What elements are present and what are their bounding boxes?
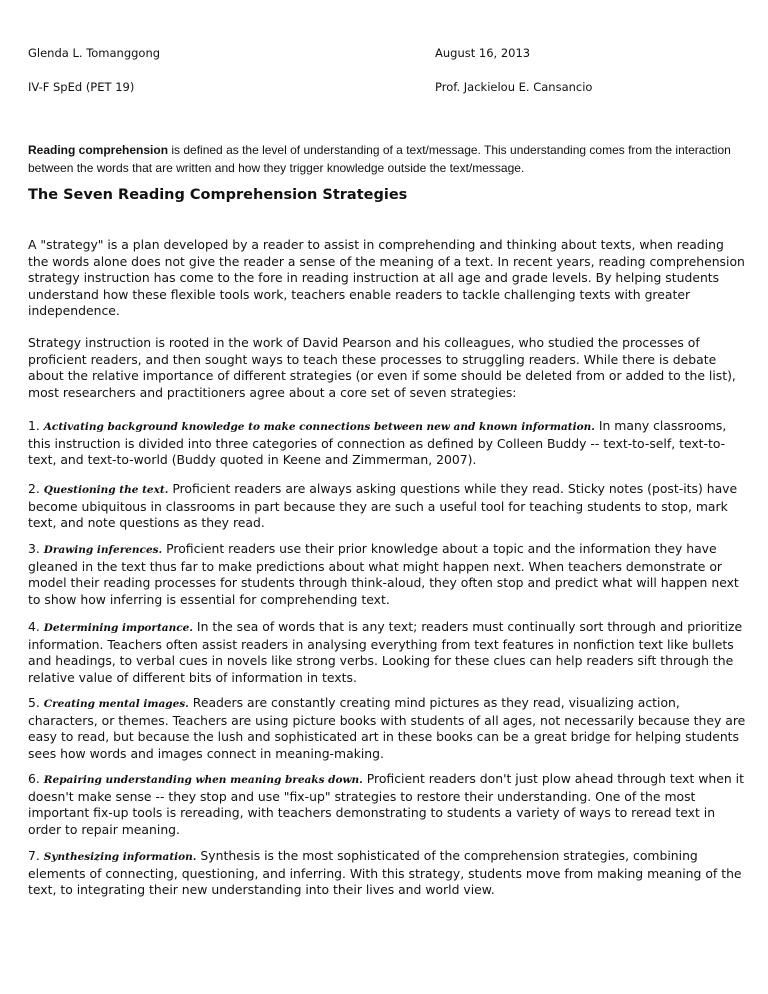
strategy-number: 1. <box>28 418 40 433</box>
definition-term: Reading comprehension <box>28 143 169 157</box>
strategy-text: In the sea of words that is any text; readers must continually sort through and prioritize information. Teachers often assist readers in analysing everything from text features in nonfiction text like bullets and headings, to verbal cues in novels like strong verbs. Looking for these clues can help readers sift through the relative value of different bits of information in texts. <box>28 619 743 685</box>
strategy-text: Proficient readers don't just plow ahead through text when it doesn't make sense -- they stop and use "fix-up" strategies to restore their understanding. One of the most important fix-up tools is rereading, with teachers demonstrating to students a variety of ways to reread text in order to repair meaning. <box>28 771 744 837</box>
author-name: Glenda L. Tomanggong <box>28 46 161 60</box>
strategy-item-2 <box>28 481 746 532</box>
strategy-number: 2. <box>28 481 40 496</box>
strategy-item-3 <box>28 541 746 608</box>
strategy-text: Readers are constantly creating mind pictures as they read, visualizing action, characters, or themes. Teachers are using picture books with students of all ages, not necessarily because they are easy to read, but because the lush and sophisticated art in these books can be a great bridge for helping students sees how words and images connect in meaning-making. <box>28 695 746 761</box>
class-section: IV-F SpEd (PET 19) <box>28 80 135 94</box>
strategy-number: 5. <box>28 695 40 710</box>
background-paragraph: Strategy instruction is rooted in the work of David Pearson and his colleagues, who studied the processes of proficient readers, and then sought ways to teach these processes to struggling readers. While there is debate about the relative importance of different strategies (or even if some should be deleted from or added to the list), most researchers and practitioners agree about a core set of seven strategies: <box>28 335 736 400</box>
strategy-item-4 <box>28 619 746 686</box>
strategy-term: Synthesizing information. <box>43 851 197 863</box>
header-row-1 <box>28 46 744 62</box>
definition-text: is defined as the level of understanding of a text/message. This understanding comes from the interaction between the words that are written and how they trigger knowledge outside the text/message. <box>28 143 731 175</box>
strategy-term: Repairing understanding when meaning breaks down. <box>43 774 363 786</box>
strategy-item-7 <box>28 848 746 899</box>
strategy-text: In many classrooms, this instruction is divided into three categories of connection as defined by Colleen Buddy -- text-to-self, text-to-text, and text-to-world (Buddy quoted in Keene and Zimmerman, 2007). <box>28 418 727 467</box>
strategy-number: 4. <box>28 619 40 634</box>
strategy-text: Proficient readers use their prior knowledge about a topic and the information they have gleaned in the text thus far to make predictions about what might happen next. When teachers demonstrate or model their reading processes for students through think-aloud, they often stop and predict what will happen next to show how inferring is essential for comprehending text. <box>28 541 739 607</box>
strategy-number: 7. <box>28 848 40 863</box>
strategy-item-6 <box>28 771 746 838</box>
page-title: The Seven Reading Comprehension Strategies <box>28 187 408 203</box>
strategy-number: 3. <box>28 541 40 556</box>
strategy-number: 6. <box>28 771 40 786</box>
document-date: August 16, 2013 <box>435 46 531 60</box>
strategy-text: Proficient readers are always asking questions while they read. Sticky notes (post-its) have become ubiquitous in classrooms in part because they are such a useful tool for teaching students to stop, mark text, and note questions as they read. <box>28 481 738 530</box>
strategy-item-5 <box>28 695 746 762</box>
professor-name: Prof. Jackielou E. Cansancio <box>435 80 593 94</box>
strategy-term: Creating mental images. <box>43 698 189 710</box>
intro-paragraph: A "strategy" is a plan developed by a reader to assist in comprehending and thinking about texts, when reading the words alone does not give the reader a sense of the meaning of a text. In recent years, reading comprehension strategy instruction has come to the fore in reading instruction at all age and grade levels. By helping students understand how these flexible tools work, teachers enable readers to tackle challenging texts with greater independence. <box>28 237 745 318</box>
strategy-text: Synthesis is the most sophisticated of the comprehension strategies, combining elements of connecting, questioning, and inferring. With this strategy, students move from making meaning of the text, to integrating their new understanding into their lives and world view. <box>28 848 742 897</box>
strategy-term: Determining importance. <box>43 622 193 634</box>
strategy-item-1 <box>28 418 746 469</box>
header-row-2 <box>28 80 744 96</box>
strategy-term: Activating background knowledge to make connections between new and known information. <box>43 421 595 433</box>
strategy-term: Questioning the text. <box>43 484 169 496</box>
definition-paragraph <box>28 141 744 177</box>
strategy-term: Drawing inferences. <box>43 544 163 556</box>
